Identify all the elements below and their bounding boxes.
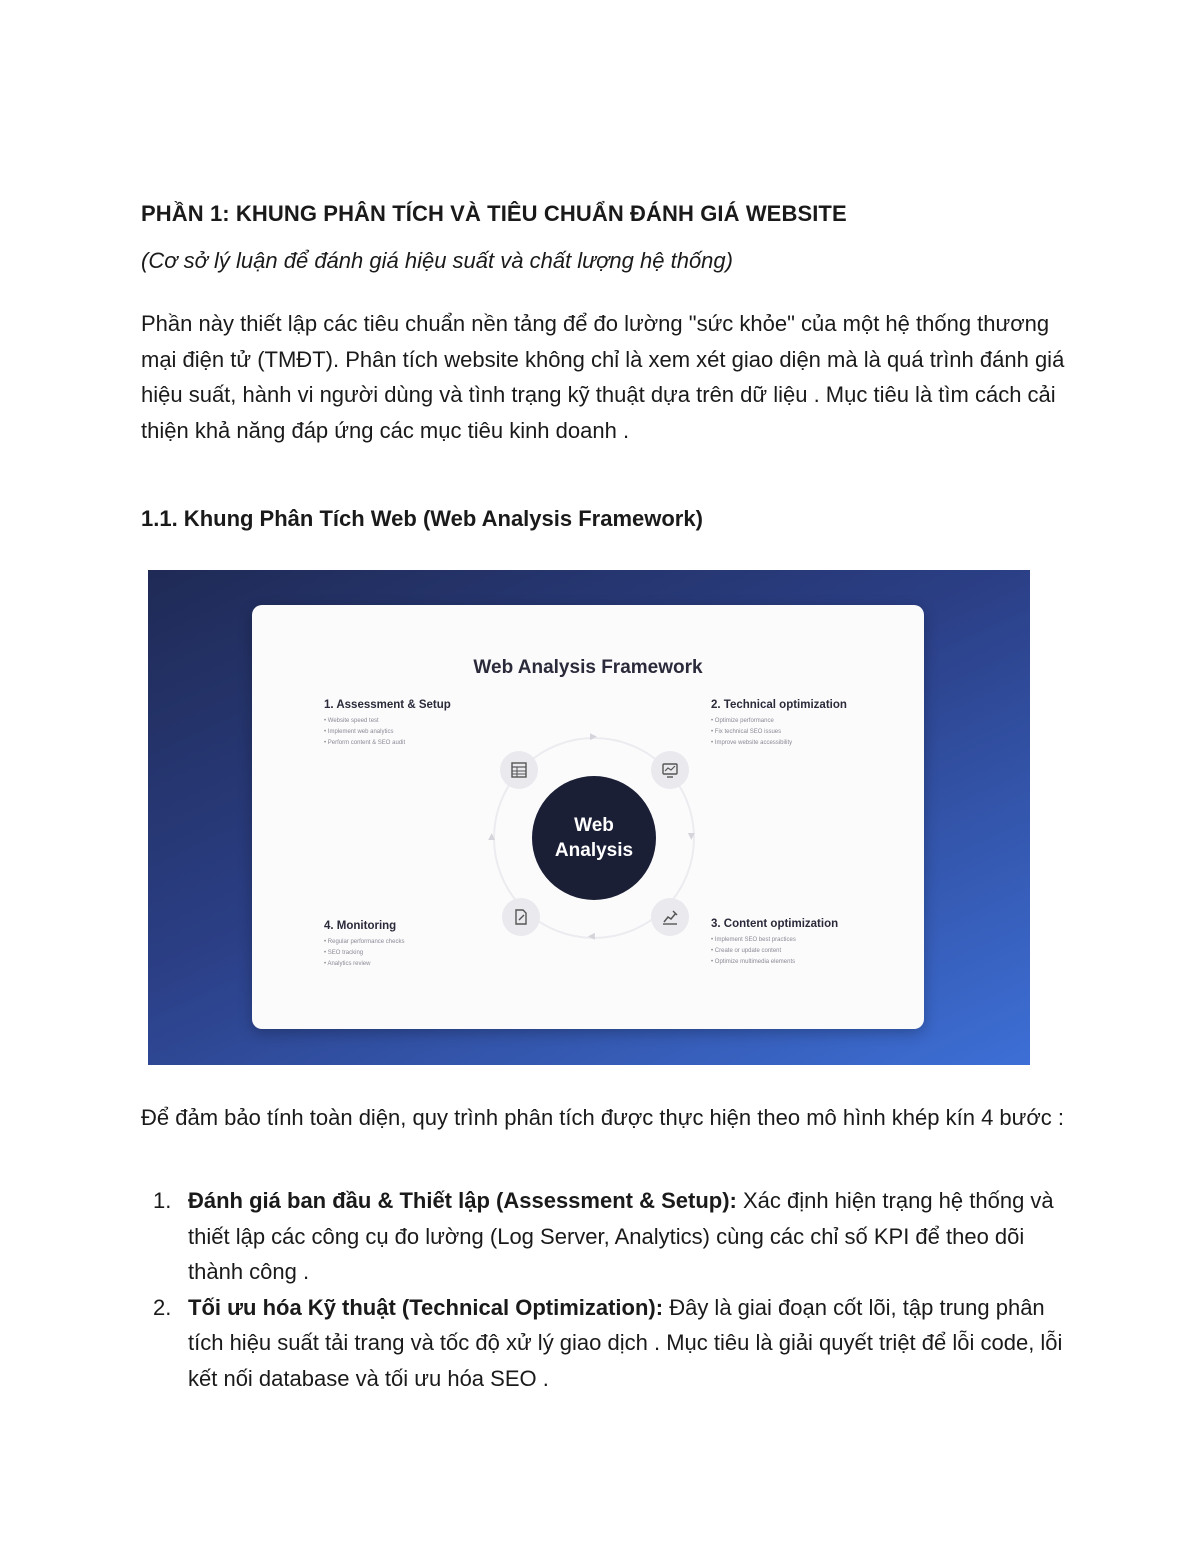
list-item: • Analytics review <box>324 959 514 970</box>
quadrant-title: 1. Assessment & Setup <box>324 699 451 711</box>
monitor-icon <box>651 751 689 789</box>
list-item: • Implement SEO best practices <box>711 935 901 946</box>
step-number: 1. <box>153 1188 172 1213</box>
chart-edit-icon <box>651 898 689 936</box>
step-text: Đây là giai đoạn cốt lõi, tập trung phân tích hiệu suất tải trang và tốc độ xử lý giao dịch . Mục tiêu là giải quyết triệt để lỗi code, lỗi kết nối database và tối ưu hóa SEO . <box>188 1294 1063 1391</box>
list-item: • Fix technical SEO issues <box>711 727 901 738</box>
quadrant-technical <box>711 699 901 749</box>
step-label: Đánh giá ban đầu & Thiết lập (Assessment & Setup): <box>188 1188 737 1213</box>
list-item: • Regular performance checks <box>324 937 514 948</box>
step-number: 2. <box>153 1294 172 1320</box>
cycle-arrow-icon: ▶ <box>590 731 597 741</box>
list-item: • Create or update content <box>711 946 901 957</box>
quadrant-assessment <box>324 699 514 749</box>
cycle-arrow-icon: ▶ <box>686 833 697 840</box>
quadrant-list <box>324 937 514 970</box>
quadrant-list <box>711 935 901 968</box>
list-item: • SEO tracking <box>324 948 514 959</box>
center-label-line2: Analysis <box>554 840 634 861</box>
list-item: • Implement web analytics <box>324 727 514 738</box>
list-item: • Optimize performance <box>711 716 901 727</box>
framework-figure <box>148 570 1030 1065</box>
quadrant-title: 4. Monitoring <box>324 920 397 932</box>
figure-title: Web Analysis Framework <box>473 657 703 678</box>
list-item: • Website speed test <box>324 716 514 727</box>
list-item: • Perform content & SEO audit <box>324 738 514 749</box>
subsection-title: 1.1. Khung Phân Tích Web (Web Analysis Framework) <box>141 506 703 531</box>
intro-paragraph: Phần này thiết lập các tiêu chuẩn nền tảng để đo lường "sức khỏe" của một hệ thống thương mại điện tử (TMĐT). Phân tích website không chỉ là xem xét giao diện mà là quá trình đánh giá hiệu suất, hành vi người dùng và tình trạng kỹ thuật dựa trên dữ liệu . Mục tiêu là tìm cách cải thiện khả năng đáp ứng các mục tiêu kinh doanh . <box>141 311 1065 443</box>
list-item <box>141 1183 1071 1290</box>
quadrant-content <box>711 918 901 968</box>
cycle-arrow-icon: ▶ <box>485 833 496 840</box>
process-intro-paragraph: Để đảm bảo tính toàn diện, quy trình phân tích được thực hiện theo mô hình khép kín 4 bước : <box>141 1105 1065 1130</box>
quadrant-list <box>711 716 901 749</box>
step-text: Xác định hiện trạng hệ thống và thiết lập các công cụ đo lường (Log Server, Analytics) cùng các chỉ số KPI để theo dõi thành công . <box>188 1188 1054 1284</box>
center-label-line1: Web <box>574 815 614 836</box>
center-hub <box>532 776 656 900</box>
section-title: PHẦN 1: KHUNG PHÂN TÍCH VÀ TIÊU CHUẨN ĐÁNH GIÁ WEBSITE <box>141 201 847 226</box>
document-edit-icon <box>502 898 540 936</box>
quadrant-list <box>324 716 514 749</box>
quadrant-title: 2. Technical optimization <box>711 699 847 711</box>
quadrant-title: 3. Content optimization <box>711 918 839 930</box>
list-item: • Optimize multimedia elements <box>711 957 901 968</box>
section-subtitle: (Cơ sở lý luận để đánh giá hiệu suất và chất lượng hệ thống) <box>141 248 733 273</box>
table-icon <box>500 751 538 789</box>
steps-list <box>141 1183 1071 1396</box>
framework-card <box>252 605 924 1029</box>
list-item: • Improve website accessibility <box>711 738 901 749</box>
cycle-arrow-icon: ▶ <box>588 932 595 942</box>
list-item <box>141 1290 1071 1397</box>
step-label: Tối ưu hóa Kỹ thuật (Technical Optimization): <box>188 1294 664 1320</box>
quadrant-monitoring <box>324 920 514 970</box>
